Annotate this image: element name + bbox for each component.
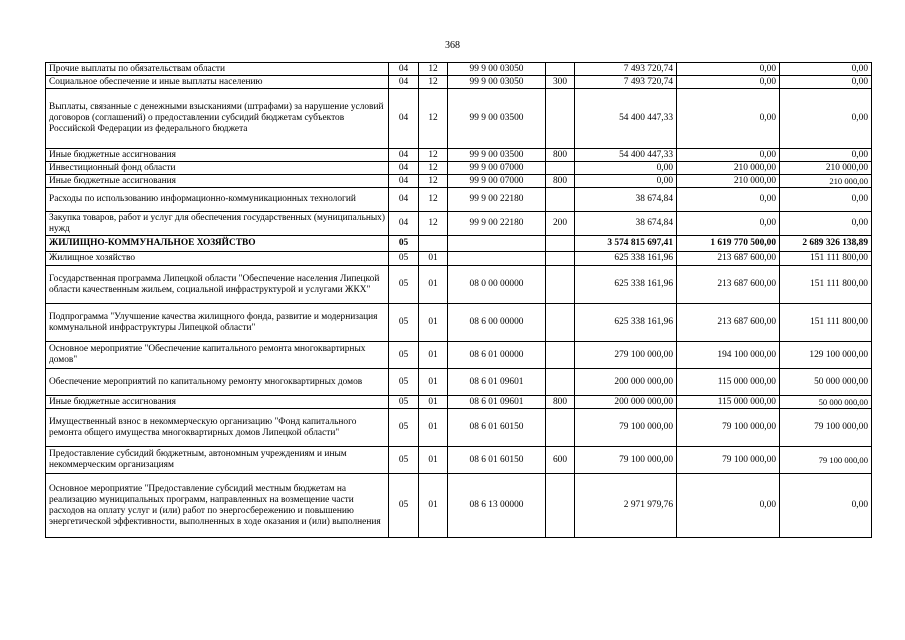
row-expense-type-cell xyxy=(546,162,575,175)
table-row xyxy=(46,304,872,342)
row-amount-year1-cell: 79 100 000,00 xyxy=(575,409,677,447)
row-subsection-cell: 12 xyxy=(419,188,448,212)
table-row xyxy=(46,89,872,149)
row-subsection-cell: 01 xyxy=(419,342,448,369)
row-amount-year3-cell: 79 100 000,00 xyxy=(780,447,872,474)
row-amount-year1-cell: 200 000 000,00 xyxy=(575,396,677,409)
row-expense-type-cell xyxy=(546,252,575,266)
table-row xyxy=(46,188,872,212)
row-subsection-cell: 01 xyxy=(419,396,448,409)
row-subsection-cell: 12 xyxy=(419,63,448,76)
row-amount-year2-cell: 210 000,00 xyxy=(677,175,780,188)
row-target-article-cell: 08 6 01 09601 xyxy=(448,369,546,396)
row-name-cell: Выплаты, связанные с денежными взысканиями (штрафами) за нарушение условий договоров (соглашений) о предоставлении субсидий бюджетам субъектов Российской Федерации из федерального бюджета xyxy=(46,89,389,149)
row-expense-type-cell: 300 xyxy=(546,76,575,89)
row-section-cell: 05 xyxy=(389,447,419,474)
row-subsection-cell: 12 xyxy=(419,76,448,89)
row-amount-year1-cell: 38 674,84 xyxy=(575,188,677,212)
row-section-cell: 05 xyxy=(389,342,419,369)
row-name-cell: Жилищное хозяйство xyxy=(46,252,389,266)
row-expense-type-cell xyxy=(546,236,575,252)
row-amount-year3-cell: 0,00 xyxy=(780,63,872,76)
row-amount-year1-cell: 2 971 979,76 xyxy=(575,474,677,538)
row-amount-year2-cell: 1 619 770 500,00 xyxy=(677,236,780,252)
row-amount-year3-cell: 129 100 000,00 xyxy=(780,342,872,369)
row-amount-year1-cell: 625 338 161,96 xyxy=(575,266,677,304)
row-amount-year3-cell: 79 100 000,00 xyxy=(780,409,872,447)
row-name-cell: Инвестиционный фонд области xyxy=(46,162,389,175)
row-amount-year1-cell: 38 674,84 xyxy=(575,212,677,236)
budget-table xyxy=(45,62,872,538)
row-subsection-cell: 01 xyxy=(419,369,448,396)
row-amount-year1-cell: 200 000 000,00 xyxy=(575,369,677,396)
row-expense-type-cell: 600 xyxy=(546,447,575,474)
row-target-article-cell: 99 9 00 22180 xyxy=(448,212,546,236)
row-amount-year1-cell: 3 574 815 697,41 xyxy=(575,236,677,252)
row-target-article-cell: 99 9 00 03050 xyxy=(448,76,546,89)
row-subsection-cell: 01 xyxy=(419,409,448,447)
page-number: 368 xyxy=(445,40,460,51)
row-section-cell: 04 xyxy=(389,188,419,212)
row-expense-type-cell xyxy=(546,304,575,342)
row-section-cell: 04 xyxy=(389,175,419,188)
row-amount-year2-cell: 210 000,00 xyxy=(677,162,780,175)
row-amount-year2-cell: 79 100 000,00 xyxy=(677,447,780,474)
row-target-article-cell: 99 9 00 03500 xyxy=(448,89,546,149)
row-target-article-cell: 08 6 01 00000 xyxy=(448,342,546,369)
row-amount-year3-cell: 151 111 800,00 xyxy=(780,252,872,266)
row-amount-year3-cell: 2 689 326 138,89 xyxy=(780,236,872,252)
table-row xyxy=(46,474,872,538)
row-subsection-cell: 12 xyxy=(419,212,448,236)
row-expense-type-cell: 200 xyxy=(546,212,575,236)
row-amount-year2-cell: 115 000 000,00 xyxy=(677,369,780,396)
row-subsection-cell: 01 xyxy=(419,266,448,304)
row-amount-year3-cell: 210 000,00 xyxy=(780,175,872,188)
row-section-cell: 05 xyxy=(389,304,419,342)
row-amount-year1-cell: 0,00 xyxy=(575,162,677,175)
row-expense-type-cell xyxy=(546,266,575,304)
row-amount-year1-cell: 54 400 447,33 xyxy=(575,89,677,149)
row-name-cell: Подпрограмма "Улучшение качества жилищного фонда, развитие и модернизация коммунальной инфраструктуры Липецкой области" xyxy=(46,304,389,342)
row-name-cell: Предоставление субсидий бюджетным, автономным учреждениям и иным некоммерческим организациям xyxy=(46,447,389,474)
row-expense-type-cell xyxy=(546,474,575,538)
row-amount-year2-cell: 0,00 xyxy=(677,63,780,76)
table-row xyxy=(46,76,872,89)
row-target-article-cell xyxy=(448,252,546,266)
row-amount-year3-cell: 151 111 800,00 xyxy=(780,266,872,304)
row-target-article-cell: 08 6 13 00000 xyxy=(448,474,546,538)
row-name-cell: Иные бюджетные ассигнования xyxy=(46,175,389,188)
row-amount-year3-cell: 0,00 xyxy=(780,474,872,538)
table-row xyxy=(46,236,872,252)
row-subsection-cell: 01 xyxy=(419,252,448,266)
row-amount-year2-cell: 213 687 600,00 xyxy=(677,266,780,304)
row-amount-year2-cell: 0,00 xyxy=(677,188,780,212)
row-subsection-cell: 01 xyxy=(419,304,448,342)
row-amount-year2-cell: 0,00 xyxy=(677,89,780,149)
table-row xyxy=(46,369,872,396)
row-amount-year2-cell: 213 687 600,00 xyxy=(677,252,780,266)
row-amount-year3-cell: 0,00 xyxy=(780,212,872,236)
table-row xyxy=(46,162,872,175)
row-target-article-cell: 08 6 01 09601 xyxy=(448,396,546,409)
row-target-article-cell: 99 9 00 22180 xyxy=(448,188,546,212)
row-target-article-cell: 08 6 00 00000 xyxy=(448,304,546,342)
row-section-cell: 04 xyxy=(389,76,419,89)
row-amount-year3-cell: 0,00 xyxy=(780,149,872,162)
row-target-article-cell xyxy=(448,236,546,252)
row-target-article-cell: 08 6 01 60150 xyxy=(448,447,546,474)
row-amount-year2-cell: 194 100 000,00 xyxy=(677,342,780,369)
row-section-cell: 05 xyxy=(389,266,419,304)
row-name-cell: Расходы по использованию информационно-коммуникационных технологий xyxy=(46,188,389,212)
row-section-cell: 05 xyxy=(389,252,419,266)
row-target-article-cell: 99 9 00 03500 xyxy=(448,149,546,162)
table-row xyxy=(46,175,872,188)
table-row xyxy=(46,396,872,409)
row-amount-year2-cell: 0,00 xyxy=(677,212,780,236)
table-row xyxy=(46,266,872,304)
row-subsection-cell: 12 xyxy=(419,149,448,162)
row-amount-year1-cell: 7 493 720,74 xyxy=(575,76,677,89)
table-row xyxy=(46,447,872,474)
row-subsection-cell: 01 xyxy=(419,447,448,474)
row-target-article-cell: 08 0 00 00000 xyxy=(448,266,546,304)
row-expense-type-cell xyxy=(546,369,575,396)
row-name-cell: Обеспечение мероприятий по капитальному ремонту многоквартирных домов xyxy=(46,369,389,396)
row-name-cell: Социальное обеспечение и иные выплаты населению xyxy=(46,76,389,89)
row-amount-year1-cell: 625 338 161,96 xyxy=(575,304,677,342)
row-amount-year1-cell: 54 400 447,33 xyxy=(575,149,677,162)
row-expense-type-cell: 800 xyxy=(546,149,575,162)
row-amount-year3-cell: 0,00 xyxy=(780,76,872,89)
row-name-cell: ЖИЛИЩНО-КОММУНАЛЬНОЕ ХОЗЯЙСТВО xyxy=(46,236,389,252)
row-expense-type-cell xyxy=(546,89,575,149)
row-amount-year1-cell: 79 100 000,00 xyxy=(575,447,677,474)
table-row xyxy=(46,63,872,76)
row-section-cell: 05 xyxy=(389,236,419,252)
row-section-cell: 05 xyxy=(389,474,419,538)
table-row xyxy=(46,342,872,369)
row-amount-year1-cell: 279 100 000,00 xyxy=(575,342,677,369)
row-amount-year1-cell: 0,00 xyxy=(575,175,677,188)
row-amount-year3-cell: 50 000 000,00 xyxy=(780,396,872,409)
row-amount-year2-cell: 0,00 xyxy=(677,76,780,89)
row-target-article-cell: 99 9 00 03050 xyxy=(448,63,546,76)
row-expense-type-cell xyxy=(546,188,575,212)
row-section-cell: 04 xyxy=(389,212,419,236)
row-amount-year2-cell: 213 687 600,00 xyxy=(677,304,780,342)
table-row xyxy=(46,409,872,447)
row-section-cell: 05 xyxy=(389,369,419,396)
row-amount-year2-cell: 115 000 000,00 xyxy=(677,396,780,409)
row-section-cell: 05 xyxy=(389,409,419,447)
row-expense-type-cell xyxy=(546,63,575,76)
row-expense-type-cell xyxy=(546,409,575,447)
row-section-cell: 05 xyxy=(389,396,419,409)
row-amount-year3-cell: 0,00 xyxy=(780,89,872,149)
row-name-cell: Имущественный взнос в некоммерческую организацию "Фонд капитального ремонта общего имущества многоквартирных домов Липецкой области" xyxy=(46,409,389,447)
row-amount-year1-cell: 7 493 720,74 xyxy=(575,63,677,76)
row-expense-type-cell xyxy=(546,342,575,369)
row-subsection-cell: 01 xyxy=(419,474,448,538)
table-row xyxy=(46,252,872,266)
row-amount-year3-cell: 0,00 xyxy=(780,188,872,212)
row-subsection-cell xyxy=(419,236,448,252)
row-subsection-cell: 12 xyxy=(419,89,448,149)
row-name-cell: Государственная программа Липецкой области "Обеспечение населения Липецкой области качественным жильем, социальной инфраструктурой и услугами ЖКХ" xyxy=(46,266,389,304)
row-section-cell: 04 xyxy=(389,149,419,162)
row-name-cell: Основное мероприятие "Обеспечение капитального ремонта многоквартирных домов" xyxy=(46,342,389,369)
row-section-cell: 04 xyxy=(389,89,419,149)
row-amount-year1-cell: 625 338 161,96 xyxy=(575,252,677,266)
row-target-article-cell: 08 6 01 60150 xyxy=(448,409,546,447)
row-subsection-cell: 12 xyxy=(419,162,448,175)
row-amount-year2-cell: 0,00 xyxy=(677,149,780,162)
row-amount-year2-cell: 0,00 xyxy=(677,474,780,538)
row-name-cell: Основное мероприятие "Предоставление субсидий местным бюджетам на реализацию муниципальных программ, направленных на возмещение части расходов на оплату услуг и (или) работ по энергосбережению и повышению энергетической эффективности, выполненных в ходе оказания и (или) выполнения xyxy=(46,474,389,538)
row-amount-year2-cell: 79 100 000,00 xyxy=(677,409,780,447)
row-amount-year3-cell: 50 000 000,00 xyxy=(780,369,872,396)
row-name-cell: Иные бюджетные ассигнования xyxy=(46,149,389,162)
row-subsection-cell: 12 xyxy=(419,175,448,188)
row-amount-year3-cell: 151 111 800,00 xyxy=(780,304,872,342)
row-section-cell: 04 xyxy=(389,162,419,175)
row-section-cell: 04 xyxy=(389,63,419,76)
row-amount-year3-cell: 210 000,00 xyxy=(780,162,872,175)
row-expense-type-cell: 800 xyxy=(546,175,575,188)
row-name-cell: Прочие выплаты по обязательствам области xyxy=(46,63,389,76)
row-expense-type-cell: 800 xyxy=(546,396,575,409)
table-row xyxy=(46,212,872,236)
row-name-cell: Закупка товаров, работ и услуг для обеспечения государственных (муниципальных) нужд xyxy=(46,212,389,236)
table-row xyxy=(46,149,872,162)
row-target-article-cell: 99 9 00 07000 xyxy=(448,175,546,188)
row-name-cell: Иные бюджетные ассигнования xyxy=(46,396,389,409)
row-target-article-cell: 99 9 00 07000 xyxy=(448,162,546,175)
